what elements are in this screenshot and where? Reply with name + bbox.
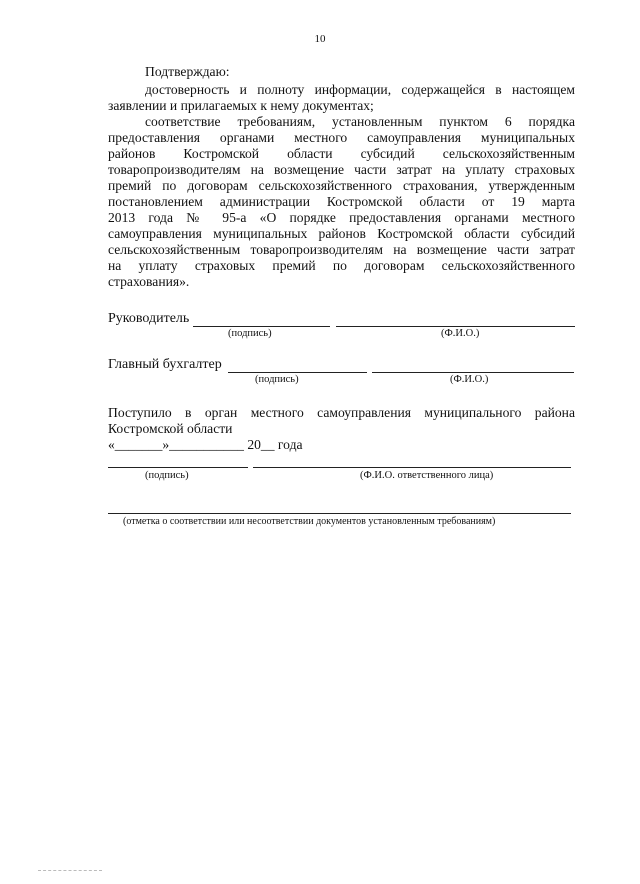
paragraph2-line: сельскохозяйственным товаропроизводителям на возмещение части затрат (108, 242, 575, 257)
paragraph1-line: заявлении и прилагаемых к нему документах; (108, 98, 374, 113)
paragraph2-line: товаропроизводителям на возмещение части затрат на уплату страховых (108, 162, 575, 177)
head-signature-caption: (подпись) (228, 328, 272, 339)
paragraph2-line: 2013 года № 95-а «О порядке предоставления органами местного (108, 210, 575, 225)
accountant-label: Главный бухгалтер (108, 357, 222, 372)
head-signature-field[interactable] (193, 326, 330, 327)
responsible-signature-caption: (подпись) (145, 470, 189, 481)
received-line: Костромской области (108, 421, 233, 436)
accountant-signature-caption: (подпись) (255, 374, 299, 385)
paragraph2-line: соответствие требованиям, установленным пунктом 6 порядка (145, 114, 575, 129)
paragraph2-line: районов Костромской области субсидий сельскохозяйственным (108, 146, 575, 161)
responsible-name-caption: (Ф.И.О. ответственного лица) (360, 470, 494, 481)
accountant-name-caption: (Ф.И.О.) (450, 374, 489, 385)
paragraph2-line: предоставления органами местного самоуправления муниципальных (108, 130, 575, 145)
head-name-caption: (Ф.И.О.) (441, 328, 480, 339)
paragraph2-line: премий по договорам сельскохозяйственного страхования, утвержденным (108, 178, 575, 193)
accountant-signature-field[interactable] (228, 372, 367, 373)
accountant-name-field[interactable] (372, 372, 574, 373)
responsible-signature-field[interactable] (108, 467, 248, 468)
compliance-caption: (отметка о соответствии или несоответствии документов установленным требованиям) (123, 516, 496, 527)
paragraph2-line: на уплату страховых премий по договорам сельскохозяйственного (108, 258, 575, 273)
paragraph2-line: постановлением администрации Костромской области от 19 марта (108, 194, 575, 209)
responsible-name-field[interactable] (253, 467, 571, 468)
page-number: 10 (314, 33, 326, 45)
received-line: Поступило в орган местного самоуправления муниципального района (108, 405, 575, 420)
paragraph2-line: самоуправления муниципальных районов Костромской области субсидий (108, 226, 575, 241)
page-edge-mark (38, 870, 102, 871)
received-date: «_______»___________ 20__ года (108, 437, 303, 452)
confirm-heading: Подтверждаю: (145, 64, 230, 79)
paragraph1-line: достоверность и полноту информации, содержащейся в настоящем (145, 82, 575, 97)
head-label: Руководитель (108, 311, 190, 326)
compliance-field[interactable] (108, 513, 571, 514)
paragraph2-line: страхования». (108, 274, 190, 289)
head-name-field[interactable] (336, 326, 575, 327)
